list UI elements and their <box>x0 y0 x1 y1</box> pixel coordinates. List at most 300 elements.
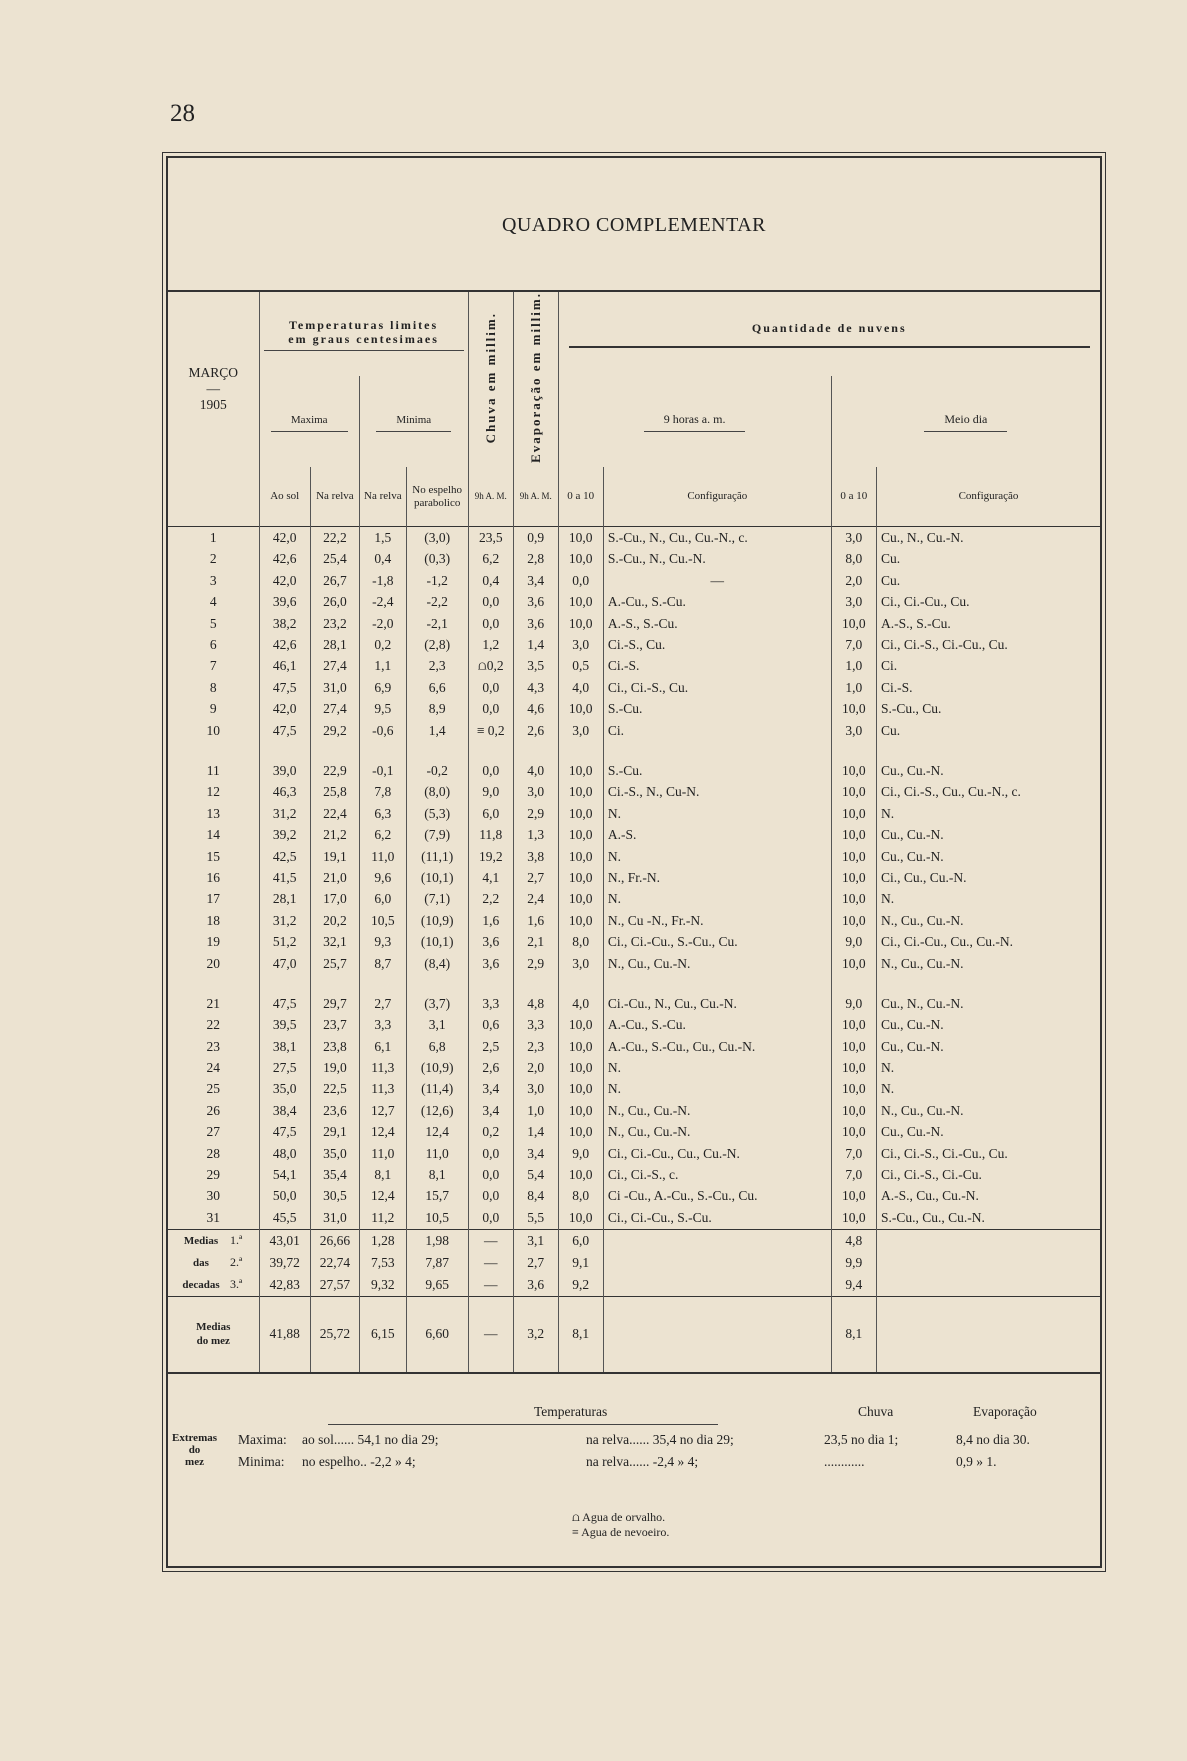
cell-evaporacao: 3,3 <box>513 1015 558 1036</box>
legend-orvalho: ⩍ Agua de orvalho. <box>572 1510 666 1524</box>
cell-max-relva: 26,7 <box>310 570 359 591</box>
cell-nuvens-9h: 10,0 <box>558 1036 603 1057</box>
cell-nuvens-meio-dia: 10,0 <box>831 699 876 720</box>
cell-min-relva: -2,0 <box>359 613 406 634</box>
cell-day: 24 <box>206 1060 221 1076</box>
table-row <box>168 613 1100 634</box>
cell-config-meio-dia: A.-S., Cu., Cu.-N. <box>877 1186 1100 1207</box>
cell-config-meio-dia: Ci., Ci.-Cu., Cu. <box>877 592 1100 613</box>
extremas-max-relva: na relva...... 35,4 no dia 29; <box>586 1432 734 1447</box>
cell-config-9h: Ci -Cu., A.-Cu., S.-Cu., Cu. <box>603 1186 831 1207</box>
cell-config-9h: A.-Cu., S.-Cu. <box>603 1015 831 1036</box>
cell-nuvens-9h: 10,0 <box>558 592 603 613</box>
evaporacao-header: Evaporação em millim. <box>513 292 558 467</box>
cell-max-sol: 39,6 <box>259 592 310 613</box>
cell-max-relva: 31,0 <box>310 1207 359 1229</box>
cell-config-9h: Ci.-Cu., N., Cu., Cu.-N. <box>603 993 831 1014</box>
cell-config-meio-dia: N., Cu., Cu.-N. <box>877 953 1100 974</box>
cell-min-espelho: (2,8) <box>406 634 468 655</box>
cell-chuva: 0,0 <box>468 760 513 781</box>
cell-max-relva: 29,7 <box>310 993 359 1014</box>
cell-evaporacao: 4,0 <box>513 760 558 781</box>
cell-evaporacao: 0,9 <box>513 527 558 549</box>
cell-max-sol: 35,0 <box>259 1079 310 1100</box>
cell-nuvens-meio-dia: 10,0 <box>831 953 876 974</box>
cell-config-meio-dia: Cu., N., Cu.-N. <box>877 527 1100 549</box>
table-row <box>168 803 1100 824</box>
cell-min-espelho: (5,3) <box>406 803 468 824</box>
cell-nuvens-9h: 0,0 <box>558 570 603 591</box>
month-header <box>168 292 259 467</box>
cell-max-relva: 32,1 <box>310 931 359 952</box>
cell-chuva: ≡ 0,2 <box>468 720 513 741</box>
medias-mez-cell: 6,60 <box>406 1296 468 1372</box>
cell-min-relva: -0,6 <box>359 720 406 741</box>
cell-evaporacao: 2,4 <box>513 889 558 910</box>
cell-config-9h: N., Cu -N., Fr.-N. <box>603 910 831 931</box>
cell-min-espelho: (7,9) <box>406 824 468 845</box>
cell-config-9h: A.-S. <box>603 824 831 845</box>
cell-min-espelho: 8,9 <box>406 699 468 720</box>
table-row <box>168 570 1100 591</box>
table-row <box>168 656 1100 677</box>
cell-config-meio-dia: Cu., Cu.-N. <box>877 760 1100 781</box>
cell-config-9h: Ci.-S., N., Cu-N. <box>603 782 831 803</box>
cell-max-relva: 20,2 <box>310 910 359 931</box>
maxima-header: Maxima <box>259 376 359 466</box>
cell-evaporacao: 5,4 <box>513 1164 558 1185</box>
cell-min-relva: 9,3 <box>359 931 406 952</box>
cell-config-meio-dia: N., Cu., Cu.-N. <box>877 1100 1100 1121</box>
table-frame <box>166 156 1102 1568</box>
cell-max-relva: 35,0 <box>310 1143 359 1164</box>
cell-config-meio-dia: Ci.-S. <box>877 677 1100 698</box>
cell-chuva: 0,0 <box>468 613 513 634</box>
cell-min-espelho: (10,9) <box>406 910 468 931</box>
cell-nuvens-meio-dia: 10,0 <box>831 1079 876 1100</box>
cell-max-relva: 21,0 <box>310 867 359 888</box>
cell-config-9h: Ci., Ci.-Cu., Cu., Cu.-N. <box>603 1143 831 1164</box>
page-number: 28 <box>170 100 195 127</box>
medias-cell: — <box>468 1274 513 1297</box>
cell-chuva: ⩍0,2 <box>468 656 513 677</box>
weather-table <box>168 292 1100 1372</box>
cell-nuvens-meio-dia: 9,0 <box>831 931 876 952</box>
cell-config-meio-dia: S.-Cu., Cu. <box>877 699 1100 720</box>
cell-day: 16 <box>206 869 221 885</box>
cell-config-meio-dia: Ci., Cu., Cu.-N. <box>877 867 1100 888</box>
cell-nuvens-9h: 3,0 <box>558 953 603 974</box>
chuva-header: Chuva em millim. <box>468 292 513 467</box>
cell-nuvens-meio-dia: 7,0 <box>831 1164 876 1185</box>
medias-cell: 42,83 <box>259 1274 310 1297</box>
medias-cell: 43,01 <box>259 1229 310 1252</box>
cell-chuva: 0,4 <box>468 570 513 591</box>
cell-evaporacao: 3,4 <box>513 570 558 591</box>
cell-min-relva: 2,7 <box>359 993 406 1014</box>
cell-evaporacao: 1,0 <box>513 1100 558 1121</box>
cell-config-9h: Ci., Ci.-S., c. <box>603 1164 831 1185</box>
cell-min-espelho: 3,1 <box>406 1015 468 1036</box>
cell-min-relva: 12,7 <box>359 1100 406 1121</box>
cell-evaporacao: 4,6 <box>513 699 558 720</box>
cell-config-meio-dia: Ci., Ci.-S., Ci.-Cu., Cu. <box>877 634 1100 655</box>
scale-header: 0 a 10 <box>558 467 603 527</box>
month-dash: — <box>206 381 221 397</box>
cell-max-sol: 42,0 <box>259 699 310 720</box>
cell-evaporacao: 4,8 <box>513 993 558 1014</box>
cell-chuva: 11,8 <box>468 824 513 845</box>
cell-config-9h: N. <box>603 1057 831 1078</box>
cell-day: 18 <box>206 912 221 928</box>
cell-max-relva: 26,0 <box>310 592 359 613</box>
cell-min-espelho: -0,2 <box>406 760 468 781</box>
table-row <box>168 931 1100 952</box>
cell-nuvens-meio-dia: 10,0 <box>831 846 876 867</box>
cell-chuva: 6,2 <box>468 549 513 570</box>
cell-max-sol: 31,2 <box>259 910 310 931</box>
summary-rows <box>168 1229 1100 1372</box>
cell-day: 23 <box>206 1038 221 1054</box>
cell-min-espelho: -2,1 <box>406 613 468 634</box>
medias-cell: — <box>468 1229 513 1252</box>
cell-nuvens-9h: 10,0 <box>558 846 603 867</box>
cell-config-9h: N. <box>603 846 831 867</box>
medias-mez-label: Medias <box>196 1321 231 1334</box>
cell-min-relva: 8,7 <box>359 953 406 974</box>
cell-nuvens-meio-dia: 10,0 <box>831 1186 876 1207</box>
cell-min-relva: 6,2 <box>359 824 406 845</box>
decada-number: 1.ª <box>230 1233 243 1248</box>
cell-config-meio-dia: N. <box>877 803 1100 824</box>
cell-max-sol: 31,2 <box>259 803 310 824</box>
cell-max-sol: 39,0 <box>259 760 310 781</box>
cell-day: 6 <box>209 637 217 653</box>
cell-day: 15 <box>206 848 221 864</box>
cell-max-sol: 41,5 <box>259 867 310 888</box>
cell-day: 3 <box>209 572 217 588</box>
espelho-header: No espelho parabolico <box>406 467 468 527</box>
medias-mez-cell: 8,1 <box>558 1296 603 1372</box>
cell-chuva: 0,0 <box>468 1164 513 1185</box>
cell-min-espelho: 15,7 <box>406 1186 468 1207</box>
cell-config-9h: Ci. <box>603 720 831 741</box>
cell-config-meio-dia: Cu., Cu.-N. <box>877 824 1100 845</box>
cell-min-espelho: (0,3) <box>406 549 468 570</box>
cell-min-relva: 10,5 <box>359 910 406 931</box>
cell-day: 20 <box>206 955 221 971</box>
cell-nuvens-meio-dia: 10,0 <box>831 1036 876 1057</box>
cell-max-sol: 39,5 <box>259 1015 310 1036</box>
cell-nuvens-9h: 10,0 <box>558 699 603 720</box>
cell-nuvens-9h: 10,0 <box>558 803 603 824</box>
medias-label: Medias <box>183 1235 219 1248</box>
cell-chuva: 3,4 <box>468 1079 513 1100</box>
cell-evaporacao: 3,6 <box>513 613 558 634</box>
cell-max-sol: 38,2 <box>259 613 310 634</box>
cell-min-espelho: (3,7) <box>406 993 468 1014</box>
cell-chuva: 0,6 <box>468 1015 513 1036</box>
cell-max-relva: 19,1 <box>310 846 359 867</box>
cell-chuva: 0,2 <box>468 1122 513 1143</box>
cell-config-9h: A.-S., S.-Cu. <box>603 613 831 634</box>
cell-config-9h: S.-Cu., N., Cu., Cu.-N., c. <box>603 527 831 549</box>
cell-min-relva: 7,8 <box>359 782 406 803</box>
cell-nuvens-9h: 3,0 <box>558 634 603 655</box>
cell-day: 31 <box>206 1209 221 1225</box>
table-row <box>168 549 1100 570</box>
cell-nuvens-9h: 8,0 <box>558 931 603 952</box>
cell-min-espelho: (8,0) <box>406 782 468 803</box>
extremas-section <box>168 1372 1100 1570</box>
table-row <box>168 910 1100 931</box>
cell-nuvens-9h: 3,0 <box>558 720 603 741</box>
cell-day: 5 <box>209 615 217 631</box>
table-row <box>168 699 1100 720</box>
medias-cell: 9,4 <box>831 1274 876 1297</box>
cell-max-relva: 25,8 <box>310 782 359 803</box>
cell-day: 7 <box>209 658 217 674</box>
cell-max-relva: 21,2 <box>310 824 359 845</box>
table-row <box>168 527 1100 549</box>
cell-config-meio-dia: Cu. <box>877 549 1100 570</box>
cell-chuva: 3,6 <box>468 931 513 952</box>
cell-max-relva: 23,6 <box>310 1100 359 1121</box>
cell-day: 30 <box>206 1188 221 1204</box>
cell-config-9h: N. <box>603 1079 831 1100</box>
cell-max-relva: 23,2 <box>310 613 359 634</box>
medias-cell: 1,98 <box>406 1229 468 1252</box>
cell-nuvens-9h: 10,0 <box>558 1164 603 1185</box>
cell-min-espelho: (8,4) <box>406 953 468 974</box>
cell-config-meio-dia: Ci., Ci.-S., Ci.-Cu., Cu. <box>877 1143 1100 1164</box>
cell-max-sol: 47,5 <box>259 677 310 698</box>
cell-evaporacao: 2,8 <box>513 549 558 570</box>
cell-min-relva: 6,3 <box>359 803 406 824</box>
cell-min-relva: 11,2 <box>359 1207 406 1229</box>
nove-horas-header: 9 horas a. m. <box>558 376 831 466</box>
cell-nuvens-meio-dia: 7,0 <box>831 1143 876 1164</box>
cell-max-sol: 39,2 <box>259 824 310 845</box>
table-row <box>168 634 1100 655</box>
cell-config-meio-dia: Cu. <box>877 570 1100 591</box>
cell-config-9h: Ci.-S. <box>603 656 831 677</box>
cell-evaporacao: 1,4 <box>513 1122 558 1143</box>
cell-chuva: 1,2 <box>468 634 513 655</box>
scale-header-2: 0 a 10 <box>831 467 876 527</box>
cell-nuvens-meio-dia: 10,0 <box>831 613 876 634</box>
cell-min-relva: 12,4 <box>359 1122 406 1143</box>
table-row <box>168 1036 1100 1057</box>
cell-config-meio-dia: N. <box>877 1057 1100 1078</box>
cell-nuvens-meio-dia: 7,0 <box>831 634 876 655</box>
cell-max-sol: 42,6 <box>259 549 310 570</box>
table-row <box>168 867 1100 888</box>
cell-min-espelho: (7,1) <box>406 889 468 910</box>
cell-chuva: 0,0 <box>468 592 513 613</box>
cell-day: 26 <box>206 1102 221 1118</box>
cell-nuvens-9h: 10,0 <box>558 1207 603 1229</box>
medias-cell: 3,1 <box>513 1229 558 1252</box>
table-row <box>168 1164 1100 1185</box>
cell-nuvens-meio-dia: 1,0 <box>831 656 876 677</box>
cell-day: 27 <box>206 1124 221 1140</box>
meio-dia-header: Meio dia <box>831 376 1100 466</box>
cell-nuvens-9h: 10,0 <box>558 782 603 803</box>
cell-min-relva: 3,3 <box>359 1015 406 1036</box>
cell-day: 2 <box>209 551 217 567</box>
cell-min-espelho: 10,5 <box>406 1207 468 1229</box>
nuvens-header: Quantidade de nuvens <box>558 292 1100 376</box>
extremas-temp-header: Temperaturas <box>534 1404 608 1419</box>
cell-config-9h: Ci., Ci.-Cu., S.-Cu., Cu. <box>603 931 831 952</box>
cell-config-meio-dia: S.-Cu., Cu., Cu.-N. <box>877 1207 1100 1229</box>
cell-day: 9 <box>209 701 217 717</box>
cell-config-9h: N., Cu., Cu.-N. <box>603 953 831 974</box>
cell-day: 17 <box>206 891 221 907</box>
cell-config-meio-dia: N. <box>877 1079 1100 1100</box>
cell-day: 11 <box>206 763 220 778</box>
cell-config-9h: Ci.-S., Cu. <box>603 634 831 655</box>
cell-day: 25 <box>206 1081 221 1097</box>
cell-max-sol: 47,0 <box>259 953 310 974</box>
chuva-time-header: 9h A. M. <box>468 467 513 527</box>
cell-day: 19 <box>206 934 221 950</box>
cell-config-9h: N. <box>603 889 831 910</box>
medias-mez-cell: 6,15 <box>359 1296 406 1372</box>
cell-max-relva: 27,4 <box>310 699 359 720</box>
cell-max-sol: 42,0 <box>259 527 310 549</box>
cell-chuva: 3,6 <box>468 953 513 974</box>
medias-cell: 9,9 <box>831 1252 876 1274</box>
table-row <box>168 1207 1100 1229</box>
cell-evaporacao: 3,0 <box>513 1079 558 1100</box>
cell-max-relva: 22,2 <box>310 527 359 549</box>
cell-config-meio-dia: A.-S., S.-Cu. <box>877 613 1100 634</box>
cell-day: 21 <box>206 995 221 1011</box>
cell-chuva: 0,0 <box>468 677 513 698</box>
cell-config-9h: S.-Cu., N., Cu.-N. <box>603 549 831 570</box>
cell-max-relva: 19,0 <box>310 1057 359 1078</box>
table-row <box>168 846 1100 867</box>
cell-min-relva: -2,4 <box>359 592 406 613</box>
cell-min-relva: 11,0 <box>359 1143 406 1164</box>
medias-cell: 26,66 <box>310 1229 359 1252</box>
medias-decada-row <box>168 1274 1100 1297</box>
cell-config-9h: N., Cu., Cu.-N. <box>603 1100 831 1121</box>
cell-chuva: 3,4 <box>468 1100 513 1121</box>
cell-min-espelho: (3,0) <box>406 527 468 549</box>
cell-chuva: 2,6 <box>468 1057 513 1078</box>
cell-max-relva: 31,0 <box>310 677 359 698</box>
medias-mez-row <box>168 1296 1100 1372</box>
medias-cell: 9,1 <box>558 1252 603 1274</box>
cell-chuva: 0,0 <box>468 1186 513 1207</box>
cell-nuvens-meio-dia: 10,0 <box>831 803 876 824</box>
cell-max-sol: 38,4 <box>259 1100 310 1121</box>
cell-config-9h: — <box>603 570 831 591</box>
medias-cell: 7,53 <box>359 1252 406 1274</box>
medias-cell: 4,8 <box>831 1229 876 1252</box>
cell-nuvens-meio-dia: 10,0 <box>831 1100 876 1121</box>
cell-nuvens-meio-dia: 9,0 <box>831 993 876 1014</box>
medias-decada-row <box>168 1252 1100 1274</box>
cell-nuvens-9h: 10,0 <box>558 889 603 910</box>
extremas-max-evap: 8,4 no dia 30. <box>956 1432 1030 1447</box>
legend-nevoeiro: ≡ Agua de nevoeiro. <box>572 1525 670 1539</box>
cell-max-relva: 22,5 <box>310 1079 359 1100</box>
cell-evaporacao: 8,4 <box>513 1186 558 1207</box>
cell-min-relva: 6,9 <box>359 677 406 698</box>
cell-min-espelho: 6,8 <box>406 1036 468 1057</box>
cell-nuvens-meio-dia: 3,0 <box>831 527 876 549</box>
cell-max-relva: 28,1 <box>310 634 359 655</box>
cell-config-meio-dia: Ci., Ci.-Cu., Cu., Cu.-N. <box>877 931 1100 952</box>
cell-max-sol: 42,6 <box>259 634 310 655</box>
medias-cell: 1,28 <box>359 1229 406 1252</box>
table-row <box>168 1057 1100 1078</box>
medias-cell: 7,87 <box>406 1252 468 1274</box>
cell-nuvens-9h: 10,0 <box>558 613 603 634</box>
cell-min-relva: 0,2 <box>359 634 406 655</box>
cell-config-meio-dia: Ci., Ci.-S., Cu., Cu.-N., c. <box>877 782 1100 803</box>
cell-evaporacao: 2,7 <box>513 867 558 888</box>
cell-evaporacao: 3,4 <box>513 1143 558 1164</box>
cell-chuva: 9,0 <box>468 782 513 803</box>
cell-nuvens-meio-dia: 10,0 <box>831 760 876 781</box>
cell-max-sol: 27,5 <box>259 1057 310 1078</box>
cell-day: 4 <box>209 594 217 610</box>
table-row <box>168 1079 1100 1100</box>
cell-evaporacao: 2,9 <box>513 803 558 824</box>
cell-max-relva: 27,4 <box>310 656 359 677</box>
medias-cell: 2,7 <box>513 1252 558 1274</box>
table-row <box>168 1122 1100 1143</box>
cell-evaporacao: 3,8 <box>513 846 558 867</box>
cell-nuvens-9h: 10,0 <box>558 549 603 570</box>
cell-nuvens-9h: 0,5 <box>558 656 603 677</box>
decada-number: 2.ª <box>230 1255 243 1270</box>
minima-header: Minima <box>359 376 468 466</box>
cell-min-espelho: 12,4 <box>406 1122 468 1143</box>
cell-nuvens-meio-dia: 10,0 <box>831 889 876 910</box>
cell-nuvens-meio-dia: 8,0 <box>831 549 876 570</box>
cell-evaporacao: 3,0 <box>513 782 558 803</box>
evap-time-header: 9h A. M. <box>513 467 558 527</box>
cell-config-9h: A.-Cu., S.-Cu., Cu., Cu.-N. <box>603 1036 831 1057</box>
cell-max-sol: 48,0 <box>259 1143 310 1164</box>
table-row <box>168 1015 1100 1036</box>
cell-day: 28 <box>206 1145 221 1161</box>
table-row <box>168 889 1100 910</box>
cell-nuvens-meio-dia: 2,0 <box>831 570 876 591</box>
cell-evaporacao: 4,3 <box>513 677 558 698</box>
cell-nuvens-9h: 4,0 <box>558 677 603 698</box>
extremas-label: Extremas do mez <box>172 1432 218 1468</box>
table-row <box>168 1143 1100 1164</box>
config-header-2: Configuração <box>877 467 1100 527</box>
cell-evaporacao: 2,9 <box>513 953 558 974</box>
cell-config-9h: Ci., Ci.-Cu., S.-Cu. <box>603 1207 831 1229</box>
cell-nuvens-9h: 10,0 <box>558 1057 603 1078</box>
cell-config-meio-dia: Cu., N., Cu.-N. <box>877 993 1100 1014</box>
cell-evaporacao: 3,5 <box>513 656 558 677</box>
cell-evaporacao: 5,5 <box>513 1207 558 1229</box>
cell-max-sol: 47,5 <box>259 720 310 741</box>
cell-min-espelho: -1,2 <box>406 570 468 591</box>
cell-day: 29 <box>206 1167 221 1183</box>
cell-min-espelho: 8,1 <box>406 1164 468 1185</box>
